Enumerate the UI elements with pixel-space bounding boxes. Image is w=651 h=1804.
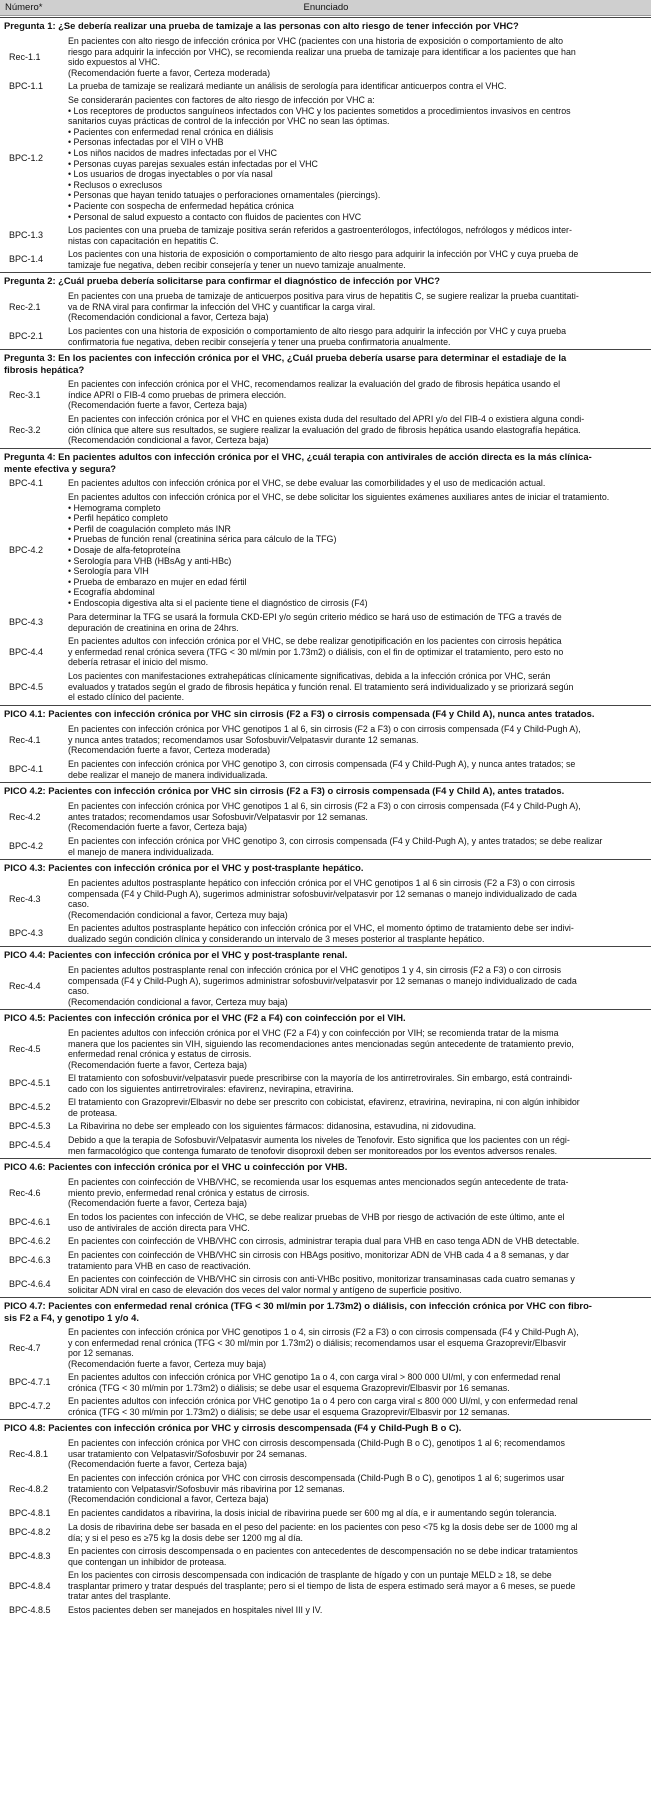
statement-text: La prueba de tamizaje se realizará mediante un análisis de serología para identificar anticuerpos contra el VHC. (68, 81, 507, 91)
statement-text: La Ribavirina no debe ser empleado con los siguientes fármacos: didanosina, estavudina, ni zidovudina. (68, 1121, 477, 1131)
statement-number: BPC-4.3 (9, 617, 44, 627)
statement-number: BPC-1.1 (9, 81, 44, 91)
statement-number: Rec-4.7 (9, 1342, 41, 1353)
statement-text: El tratamiento con Grazoprevir/Elbasvir no debe ser prescrito con cobicistat, efavirenz, etravirina, nevirapina, ni con algún inhibidor de proteasa. (68, 1097, 580, 1118)
statement-text: Para determinar la TFG se usará la formula CKD-EPI y/o según criterio médico se hará uso de estimación de TFG a través de depuración de creatinina en orina de 24hrs. (68, 612, 562, 633)
statement-text: Debido a que la terapia de Sofosbuvir/Velpatasvir aumenta los niveles de Tenofovir. Esto significa que los pacientes con un régi- men farmacológico que contenga fumarato de tenofovir disoproxil deben ser monitoreados por los eventos adversos renales. (68, 1135, 570, 1156)
statement-text: En pacientes con coinfección de VHB/VHC sin cirrosis con anti-VHBc positivo, monitorizar transaminasas cada cuatro semanas y solicitar ADN viral en caso de elevación dos veces del valor normal y antígeno de superficie positivo. (68, 1274, 575, 1295)
statement-number: BPC-4.6.2 (9, 1236, 51, 1246)
statement-number: Rec-3.2 (9, 424, 41, 435)
statement-number: Rec-4.3 (9, 893, 41, 904)
section-divider (0, 946, 651, 947)
header-enunciado: Enunciado (303, 2, 349, 13)
section-divider (0, 448, 651, 449)
question-heading: Pregunta 1: ¿Se debería realizar una prueba de tamizaje a las personas con alto riesgo de tener infección por VHC? (4, 20, 519, 31)
section-divider (0, 1297, 651, 1298)
statement-number: BPC-1.3 (9, 230, 44, 240)
statement-text: En pacientes con coinfección de VHB/VHC sin cirrosis con HBAgs positivo, monitorizar ADN de VHB cada 4 a 8 semanas, y dar tratamiento para VHB en caso de reactivación. (68, 1250, 569, 1271)
statement-text: En pacientes con alto riesgo de infección crónica por VHC (pacientes con una historia de exposición o comportamiento de alto riesgo para adquirir la infección por VHC), se recomienda realizar una prueba de tamizaje para identificar a los pacientes que han sido expuestos al VHC. (Recomendación fuerte a favor, Certeza moderada) (68, 36, 576, 78)
statement-number: BPC-4.5.2 (9, 1102, 51, 1112)
question-heading: PICO 4.3: Pacientes con infección crónica por el VHC y post-trasplante hepático. (4, 862, 364, 873)
statement-number: BPC-4.5.4 (9, 1140, 51, 1150)
statement-number: Rec-4.5 (9, 1043, 41, 1054)
statement-text: En pacientes adultos postrasplante renal con infección crónica por el VHC genotipos 1 y 4, sin cirrosis (F2 a F3) o con cirrosis compensada (F4 y Child-Pugh A), sugerimos administrar sofosbuvir/velpatasvir por 12 semanas o manejo individualizado de cada caso. (Recomendación condicional a favor, Certeza muy baja) (68, 965, 577, 1007)
section-divider (0, 1419, 651, 1420)
statement-text: En los pacientes con cirrosis descompensada con indicación de trasplante de hígado y con un puntaje MELD ≥ 18, se debe trasplantar primero y tratar después del trasplante; pero si el tiempo de lista de espera estimado será mayor a 6 meses, se puede tratar antes del trasplante. (68, 1570, 576, 1602)
statement-number: BPC-4.6.1 (9, 1217, 51, 1227)
statement-text: En pacientes candidatos a ribavirina, la dosis inicial de ribavirina puede ser 600 mg al día, e ir aumentando según tolerancia. (68, 1508, 557, 1518)
statement-number: BPC-1.2 (9, 153, 44, 163)
statement-number: BPC-4.5.1 (9, 1078, 51, 1088)
statement-number: BPC-4.7.1 (9, 1377, 51, 1387)
statement-text: En pacientes con coinfección de VHB/VHC con cirrosis, administrar terapia dual para VHB en caso tenga ADN de VHB detectable. (68, 1236, 580, 1246)
statement-text: En pacientes adultos con infección crónica por VHC genotipo 1a o 4 pero con carga viral ≤ 800 000 UI/ml, y con enfermedad renal crónica (TFG < 30 ml/min por 1.73m2) o diálisis; se debe usar el esquema Grazoprevir/Elbasvir por 12 semanas. (68, 1396, 578, 1417)
statement-number: Rec-2.1 (9, 301, 41, 312)
statement-number: BPC-4.8.3 (9, 1551, 51, 1561)
statement-number: BPC-4.2 (9, 841, 44, 851)
statement-text: En pacientes con infección crónica por el VHC, recomendamos realizar la evaluación del grado de fibrosis hepática usando el índice APRI o FIB-4 como pruebas de primera elección. (Recomendación fuerte a favor, Certeza baja) (68, 379, 561, 411)
statement-number: BPC-4.4 (9, 646, 44, 657)
statement-text: En pacientes adultos con infección crónica por el VHC (F2 a F4) y con coinfección por VIH; se recomienda tratar de la misma manera que los pacientes sin VIH, siguiendo las recomendaciones antes mencionadas según antecedente de tratamiento previo, enfermedad renal crónica y estatus de cirrosis. (Recomendación fuerte a favor, Certeza baja) (68, 1028, 574, 1070)
section-divider (0, 1158, 651, 1159)
statement-text: Se considerarán pacientes con factores de alto riesgo de infección por VHC a: • Los receptores de productos sanguíneos infectados con VHC y los pacientes sometidos a procedimientos invasivos en centros sanitarios cuyas prácticas de control de la infección por VHC no sean las óptimas. • Pacientes con enfermedad renal crónica en diálisis • Personas infectadas por el VIH o VHB • Los niños nacidos de madres infectadas por el VHC • Personas cuyas parejas sexuales están infectadas por el VHC • Los usuarios de drogas inyectables o por vía nasal • Reclusos o exreclusos • Personas que hayan tenido tatuajes o perforaciones ornamentales (piercings). • Paciente con sospecha de enfermedad hepática crónica • Personal de salud expuesto a contacto con fluidos de pacientes con HVC (68, 95, 571, 222)
section-divider (0, 782, 651, 783)
statement-number: Rec-1.1 (9, 51, 41, 62)
statement-number: Rec-3.1 (9, 389, 41, 400)
statement-text: Los pacientes con una prueba de tamizaje positiva serán referidos a gastroenterólogos, infectólogos, nefrólogos y médicos inter- nistas con capacitación en hepatitis C. (68, 225, 572, 246)
statement-number: BPC-4.8.2 (9, 1527, 51, 1537)
statement-text: En pacientes adultos postrasplante hepático con infección crónica por el VHC, el momento óptimo de tratamiento debe ser indivi- dualizado según condición clínica y considerando un intervalo de 3 meses posterior al trasplante hepático. (68, 923, 574, 944)
statement-text: El tratamiento con sofosbuvir/velpatasvir puede prescribirse con la mayoría de los antirretrovirales. Sin embargo, está contraindi- cado con los siguientes antirretrovirales: efavirenz, nevirapina, etravirina. (68, 1073, 573, 1094)
statement-text: En pacientes con infección crónica por VHC genotipo 3, con cirrosis compensada (F4 y Child-Pugh A), y antes tratados; se debe realizar el manejo de manera individualizada. (68, 836, 603, 857)
statement-number: Rec-4.8.1 (9, 1448, 49, 1459)
statement-text: En pacientes con infección crónica por VHC genotipos 1 al 6, sin cirrosis (F2 a F3) o con cirrosis compensada (F4 y Child-Pugh A), antes tratados; recomendamos usar Sofosbuvir/Velpatasvir por 12 semanas. (Recomendación fuerte a favor, Certeza baja) (68, 801, 581, 833)
statement-number: BPC-4.5 (9, 681, 44, 692)
statement-number: BPC-4.8.4 (9, 1580, 51, 1591)
statement-number: BPC-4.8.5 (9, 1605, 51, 1615)
question-heading: PICO 4.6: Pacientes con infección crónica por el VHC u coinfección por VHB. (4, 1161, 348, 1172)
question-heading: Pregunta 4: En pacientes adultos con infección crónica por el VHC, ¿cuál terapia con antivirales de acción directa es la más clínica- mente efectiva y segura? (4, 451, 592, 474)
statement-number: Rec-4.6 (9, 1187, 41, 1198)
statement-text: En pacientes con infección crónica por VHC genotipos 1 al 6, sin cirrosis (F2 a F3) o con cirrosis compensada (F4 y Child-Pugh A), y nunca antes tratados; recomendamos usar Sofosbuvir/Velpatasvir durante 12 semanas. (Recomendación fuerte a favor, Certeza moderada) (68, 724, 581, 756)
statement-number: BPC-4.8.1 (9, 1508, 51, 1518)
section-divider (0, 272, 651, 273)
question-heading: PICO 4.2: Pacientes con infección crónica por VHC sin cirrosis (F2 a F3) o cirrosis compensada (F4 y Child A), antes tratados. (4, 785, 565, 796)
statement-number: Rec-4.1 (9, 734, 41, 745)
question-heading: PICO 4.7: Pacientes con enfermedad renal crónica (TFG < 30 ml/min por 1.73m2) o diálisis, con infección crónica por VHC con fibro- sis F2 a F4, y genotipo 1 y/o 4. (4, 1300, 592, 1323)
statement-text: En pacientes adultos con infección crónica por el VHC, se debe realizar genotipificación en los pacientes con cirrosis hepática y enfermedad renal crónica severa (TFG < 30 ml/min por 1.73m2) o diálisis, con el fin de optimizar el tratamiento, pero esto no debería retrasar el inicio del mismo. (68, 636, 564, 668)
statement-number: Rec-4.4 (9, 980, 41, 991)
statement-number: BPC-4.6.3 (9, 1255, 51, 1265)
header-numero: Número* (5, 2, 43, 13)
statement-number: BPC-4.1 (9, 478, 44, 488)
statement-text: Estos pacientes deben ser manejados en hospitales nivel III y IV. (68, 1605, 323, 1615)
statement-text: En pacientes con infección crónica por VHC genotipos 1 o 4, sin cirrosis (F2 a F3) o con cirrosis compensada (F4 y Child-Pugh A), y con enfermedad renal crónica (TFG < 30 ml/min por 1.73m2) o diálisis; recomendamos usar el esquema Grazoprevir/Elbasvir por 12 semanas. (Recomendación fuerte a favor, Certeza muy baja) (68, 1327, 579, 1369)
statement-text: Los pacientes con una historia de exposición o comportamiento de alto riesgo para adquirir la infección por VHC y cuya prueba confirmatoria fue negativa, deben recibir consejería y tener una prueba confirmatoria anualmente. (68, 326, 566, 347)
section-divider (0, 349, 651, 350)
question-heading: PICO 4.1: Pacientes con infección crónica por VHC sin cirrosis (F2 a F3) o cirrosis compensada (F4 y Child A), nunca antes tratados. (4, 708, 595, 719)
statement-number: BPC-4.2 (9, 545, 44, 555)
section-divider (0, 1009, 651, 1010)
question-heading: Pregunta 3: En los pacientes con infección crónica por el VHC, ¿Cuál prueba debería usarse para determinar el estadiaje de la fibrosis hepática? (4, 352, 567, 375)
statement-text: En pacientes con infección crónica por el VHC en quienes exista duda del resultado del APRI y/o del FIB-4 o existiera alguna condi- ción clínica que altere sus resultados, se sugiere realizar la evaluación del grado de fibrosis hepática usando elastografía hepática. (Recomendación condicional a favor, Certeza baja) (68, 414, 585, 446)
statement-number: BPC-4.1 (9, 764, 44, 774)
statement-number: Rec-4.8.2 (9, 1483, 49, 1494)
statement-text: En pacientes con cirrosis descompensada o en pacientes con antecedentes de descompensación no se debe indicar tratamientos que contengan un inhibidor de proteasa. (68, 1546, 578, 1567)
question-heading: Pregunta 2: ¿Cuál prueba debería solicitarse para confirmar el diagnóstico de infección por VHC? (4, 275, 441, 286)
section-divider (0, 17, 651, 18)
question-heading: PICO 4.8: Pacientes con infección crónica por VHC y cirrosis descompensada (F4 y Child-Pugh B o C). (4, 1422, 462, 1433)
section-divider (0, 859, 651, 860)
statement-text: Los pacientes con manifestaciones extrahepáticas clínicamente significativas, debida a la infección crónica por VHC, serán evaluados y tratados según el grado de fibrosis hepática y función renal. El tratamiento será individualizado y se priorizará según el estado clínico del paciente. (68, 671, 574, 703)
statement-number: BPC-4.6.4 (9, 1279, 51, 1289)
section-divider (0, 705, 651, 706)
statement-number: Rec-4.2 (9, 811, 41, 822)
statement-number: BPC-2.1 (9, 331, 44, 341)
statement-number: BPC-1.4 (9, 254, 44, 264)
statement-text: La dosis de ribavirina debe ser basada en el peso del paciente: en los pacientes con peso <75 kg la dosis debe ser de 1000 mg al día; y si el peso es ≥75 kg la dosis debe ser 1200 mg al día. (68, 1522, 578, 1543)
statement-text: Los pacientes con una historia de exposición o comportamiento de alto riesgo para adquirir la infección por VHC y cuya prueba de tamizaje fue negativa, deben recibir consejería y tener un nuevo tamizaje anualmente. (68, 249, 579, 270)
statement-text: En pacientes con infección crónica por VHC genotipo 3, con cirrosis compensada (F4 y Child-Pugh A), y nunca antes tratados; se debe realizar el manejo de manera individualizada. (68, 759, 576, 780)
statement-text: En pacientes adultos postrasplante hepático con infección crónica por el VHC genotipos 1 al 6 sin cirrosis (F2 a F3) o con cirrosis compensada (F4 y Child-Pugh A), sugerimos administrar sofosbuvir/velpatasvir por 12 semanas o manejo individualizado de cada caso. (Recomendación condicional a favor, Certeza muy baja) (68, 878, 577, 920)
statement-text: En pacientes adultos con infección crónica por el VHC, se debe evaluar las comorbilidades y el uso de medicación actual. (68, 478, 546, 488)
question-heading: PICO 4.4: Pacientes con infección crónica por el VHC y post-trasplante renal. (4, 949, 348, 960)
statement-number: BPC-4.5.3 (9, 1121, 51, 1131)
table-header (0, 0, 651, 16)
statement-text: En pacientes con infección crónica por VHC con cirrosis descompensada (Child-Pugh B o C), genotipos 1 al 6; recomendamos usar tratamiento con Velpatasvir/Sofosbuvir por 24 semanas. (Recomendación fuerte a favor, Certeza baja) (68, 1438, 565, 1470)
question-heading: PICO 4.5: Pacientes con infección crónica por el VHC (F2 a F4) con coinfección por el VIH. (4, 1012, 406, 1023)
statement-text: En pacientes con coinfección de VHB/VHC, se recomienda usar los esquemas antes mencionados según antecedente de trata- miento previo, enfermedad renal crónica y estatus de cirrosis. (Recomendación fuerte a favor, Certeza baja) (68, 1177, 569, 1209)
statement-number: BPC-4.7.2 (9, 1401, 51, 1411)
statement-text: En todos los pacientes con infección de VHC, se debe realizar pruebas de VHB por riesgo de activación de este último, ante el uso de antivirales de acción directa para VHC. (68, 1212, 565, 1233)
statement-text: En pacientes con una prueba de tamizaje de anticuerpos positiva para virus de hepatitis C, se sugiere realizar la prueba cuantitati- va de RNA viral para confirmar la infección del VHC y cuantificar la carga viral. (Recomendación condicional a favor, Certeza baja) (68, 291, 579, 323)
statement-text: En pacientes adultos con infección crónica por el VHC, se debe solicitar los siguientes exámenes auxiliares antes de iniciar el tratamiento. • Hemograma completo • Perfil hepático completo • Perfil de coagulación completo más INR • Pruebas de función renal (creatinina sérica para cálculo de la TFG) • Dosaje de alfa-fetoproteína • Serología para VHB (HBsAg y anti-HBc) • Serología para VIH • Prueba de embarazo en mujer en edad fértil • Ecografía abdominal • Endoscopia digestiva alta si el paciente tiene el diagnóstico de cirrosis (F4) (68, 492, 610, 608)
statement-text: En pacientes adultos con infección crónica por VHC genotipo 1a o 4, con carga viral > 800 000 UI/ml, y con enfermedad renal crónica (TFG < 30 ml/min por 1.73m2) o diálisis; se debe usar el esquema Grazoprevir/Elbasvir por 16 semanas. (68, 1372, 561, 1393)
statement-number: BPC-4.3 (9, 928, 44, 938)
statement-text: En pacientes con infección crónica por VHC con cirrosis descompensada (Child-Pugh B o C), genotipos 1 al 6; sugerimos usar tratamiento con Velpatasvir/Sofosbuvir más ribavirina por 12 semanas. (Recomendación condicional a favor, Certeza baja) (68, 1473, 565, 1505)
